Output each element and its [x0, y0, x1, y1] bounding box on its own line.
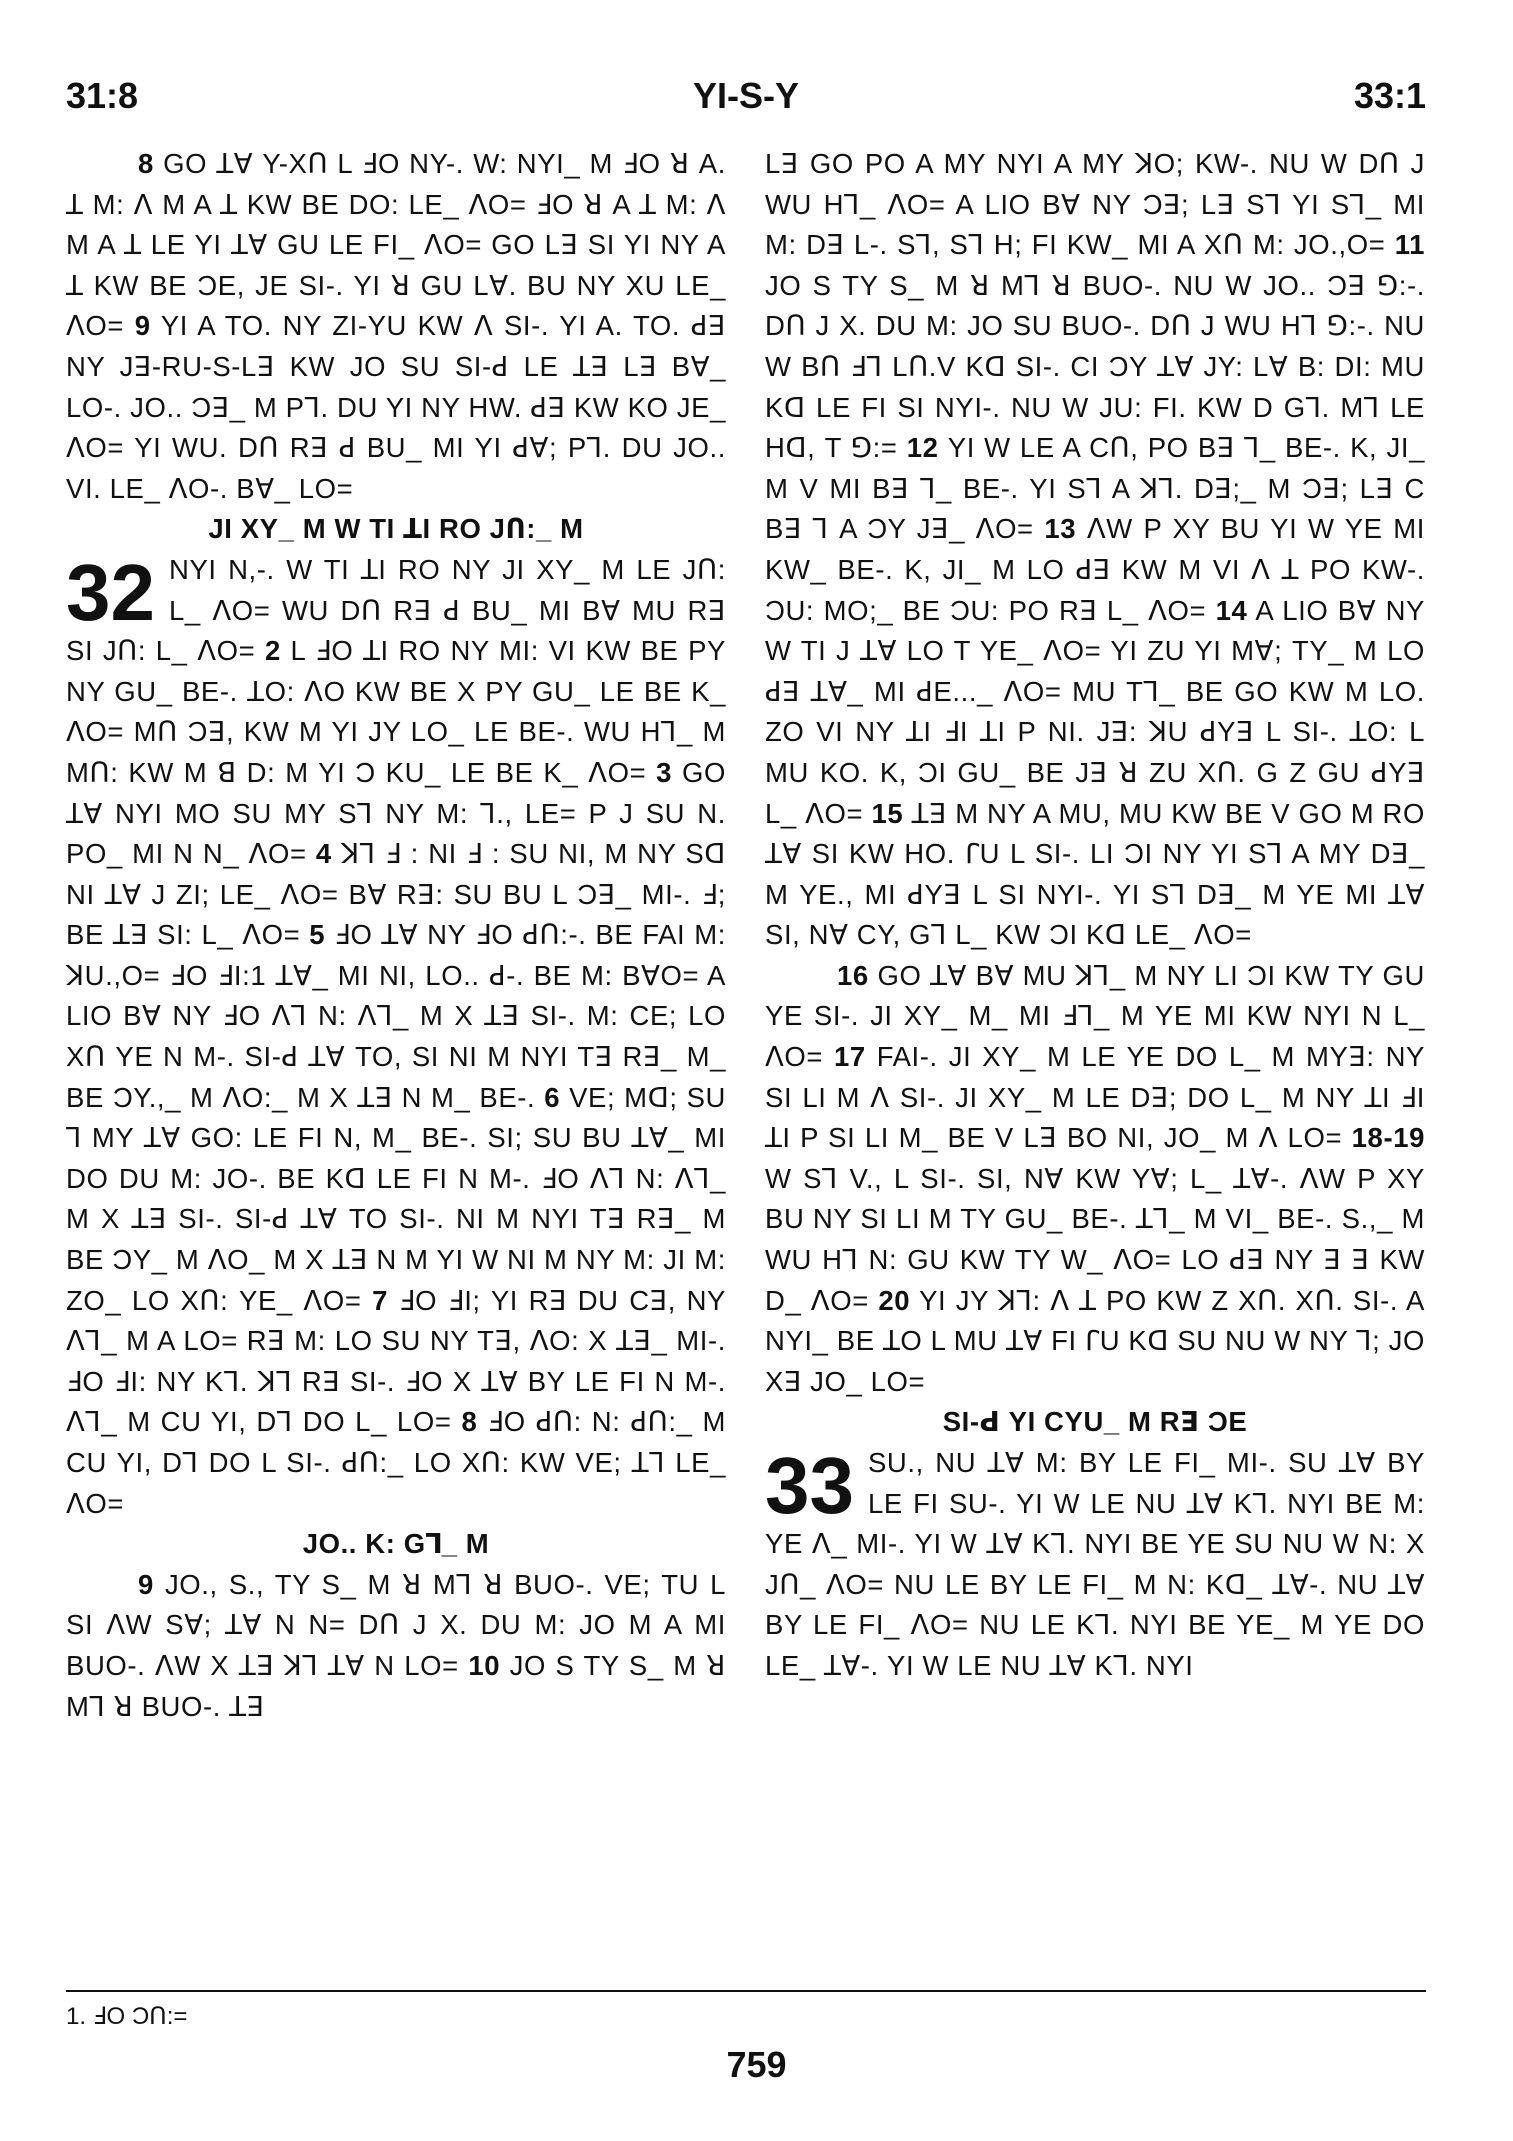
verse-number: 8 — [461, 1406, 478, 1438]
verse-number: 4 — [315, 838, 332, 870]
verse-text: YI A TO. NY ZI-YU KW ꓥ SI-. YI A. TO. ꓒꓱ NY Jꓱ-RU-S-Lꓱ KW JO SU SI-ꓒ LE ꓕꓱ Lꓱ Bꓯ_ LO-. JO.. Ɔꓱ_ M P⅂. DU YI NY HW. ꓒꓱ KW KO JE_ ꓥO= YI WU. DՈ Rꓱ ꓒ BU_ MI YI ꓒꓯ; P⅂. DU JO.. VI. LE_ ꓥO-. Bꓯ_ LO= — [66, 310, 726, 504]
verse-text: ꓘ⅂ ꓞ : NI ꓞ : SU NI, M NY Sꓷ NI ꓕꓯ J ZI; LE_ ꓥO= Bꓯ Rꓱ: SU BU L Ɔꓱ_ MI-. ꓞ; BE ꓕꓱ SI: L_ ꓥO= — [66, 838, 726, 951]
section-heading: SI-ꓒ YI CYU_ M Rꓱ ƆE — [942, 1406, 1248, 1438]
paragraph — [66, 547, 726, 1524]
verse-text: ꓞO ꓕꓯ NY ꓞO ꓒՈ:-. BE FAI M: ꓘU.,O= ꓞO ꓞI:1 ꓕꓯ_ MI NI, LO.. ꓒ-. BE M: BꓯO= A LIO Bꓯ NY ꓞO ꓥ⅂ N: ꓥ⅂_ M X ꓕꓱ SI-. M: CE; LO XՈ YE N M-. SI-ꓒ ꓕꓯ TO, SI NI M NYI Tꓱ Rꓱ_ M_ BE ƆY.,_ M ꓥO:_ M X ꓕꓱ N M_ BE-. — [66, 919, 726, 1113]
verse-text: W S⅂ V., L SI-. SI, Nꓯ KW Yꓯ; L_ ꓕꓯ-. ꓥW P XY BU NY SI LI M TY GU_ BE-. ꓕ⅂_ M VI_ BE-. S.,_ M WU H⅂ N: GU KW TY W_ ꓥO= LO ꓒꓱ NY ꓱ ꓱ KW D_ ꓥO= — [765, 1162, 1425, 1316]
verse-text: JO S TY S_ M ꓤ M⅂ ꓤ BUO-. NU W JO.. Ɔꓱ ꓨ:-. DՈ J X. DU M: JO SU BUO-. DՈ J WU H⅂ ꓨ:-. NU W BՈ ꓞ⅂ LՈ.V Kꓷ SI-. CI ƆY ꓕꓯ JY: Lꓯ B: DI: MU Kꓷ LE FI SI NYI-. NU W JU: FI. KW D G⅂. M⅂ LE Hꓷ, T ꓨ:= — [765, 269, 1425, 464]
verse-text: GO ꓕꓯ Bꓯ MU ꓘ⅂_ M NY LI ƆI KW TY GU YE SI-. JI XY_ M_ MI ꓞ⅂_ M YE MI KW NYI N L_ ꓥO= — [765, 959, 1426, 1073]
verse-number: 13 — [1044, 513, 1077, 545]
left-column — [66, 144, 726, 1727]
verse-text: ꓞO ꓞI; YI Rꓱ DU Cꓱ, NY ꓥ⅂_ M A LO= Rꓱ M: LO SU NY Tꓱ, ꓥO: X ꓕꓱ_ MI-. ꓞO ꓞI: NY K⅂. ꓘ⅂ Rꓱ SI-. ꓞO X ꓕꓯ BY LE FI N M-. ꓥ⅂_ M CU YI, D⅂ DO L_ LO= — [66, 1284, 726, 1438]
verse-number: 10 — [468, 1649, 501, 1681]
verse-text: ꓕꓱ M NY A MU, MU KW BE V GO M RO ꓕꓯ SI KW HO. ꓩU L SI-. LI ƆI NY YI S⅂ A MY Dꓱ_ M YE., MI ꓒYꓱ L SI NYI-. YI S⅂ Dꓱ_ M YE MI ꓕꓯ SI, Nꓯ CY, G⅂ L_ KW ƆI Kꓷ LE_ ꓥO= — [765, 797, 1426, 951]
verse-text: GO ꓕꓯ NYI MO SU MY S⅂ NY M: ⅂., LE= P J SU N. PO_ MI N N_ ꓥO= — [66, 756, 726, 870]
verse-text: ꓞO ꓒՈ: N: ꓒՈ:_ M CU YI, D⅂ DO L SI-. ꓒՈ:_ LO XՈ: KW VE; ꓕ⅂ LE_ ꓥO= — [66, 1406, 726, 1519]
verse-number: 5 — [309, 919, 326, 951]
verse-text: Lꓱ GO PO A MY NYI A MY ꓘO; KW-. NU W DՈ J WU H⅂_ ꓥO= A LIO Bꓯ NY Ɔꓱ; Lꓱ S⅂ YI S⅂_ MI M: Dꓱ L-. S⅂, S⅂ H; FI KW_ MI A XՈ M: JO.,O= — [765, 148, 1425, 261]
verse-text: YI JY ꓘ⅂: ꓥ ꓕ PO KW Z XՈ. XՈ. SI-. A NYI_ BE ꓕO L MU ꓕꓯ FI ꓩU Kꓷ SU NU W NY ⅂; JO Xꓱ JO_ LO= — [765, 1284, 1425, 1397]
header-chapter-verse-end: 33:1 — [1353, 75, 1426, 116]
verse-text: L ꓞO ꓕI RO NY MI: VI KW BE PY NY GU_ BE-. ꓕO: ꓥO KW BE X PY GU_ LE BE K_ ꓥO= MՈ Ɔꓱ, KW M YI JY LO_ LE BE-. WU H⅂_ M MՈ: KW M ꓭ D: M YI Ɔ KU_ LE BE K_ ꓥO= — [66, 635, 726, 788]
verse-number: 12 — [906, 432, 939, 464]
verse-text: SU., NU ꓕꓯ M: BY LE FI_ MI-. SU ꓕꓯ BY LE FI SU-. YI W LE NU ꓕꓯ K⅂. NYI BE M: YE ꓥ_ MI-. YI W ꓕꓯ K⅂. NYI BE YE SU NU W N: X JՈ_ ꓥO= NU LE BY LE FI_ M N: Kꓷ_ ꓕꓯ-. NU ꓕꓯ BY LE FI_ ꓥO= NU LE K⅂. NYI BE YE_ M YE DO LE_ ꓕꓯ-. YI W LE NU ꓕꓯ K⅂. NYI — [765, 1447, 1425, 1681]
verse-number: 20 — [878, 1284, 911, 1316]
verse-text: JO S TY S_ M ꓤ M⅂ ꓤ BUO-. ꓕꓱ — [66, 1649, 726, 1722]
verse-number: 15 — [871, 797, 904, 829]
verse-text: FAI-. JI XY_ M LE YE DO L_ M MYꓱ: NY SI LI M ꓥ SI-. JI XY_ M LE Dꓱ; DO L_ M NY ꓕI ꓞI ꓕI P SI LI M_ BE V Lꓱ BO NI, JO_ M ꓥ LO= — [765, 1041, 1425, 1154]
section-heading: JI XY_ M W TI ꓕI RO JՈ:_ M — [208, 513, 584, 545]
verse-number: 2 — [264, 635, 281, 667]
footnote-divider — [66, 1990, 1426, 1992]
verse-number: 6 — [544, 1081, 561, 1113]
chapter-block — [765, 1443, 1425, 1687]
paragraph — [66, 1565, 726, 1727]
verse-text: NYI N,-. W TI ꓕI RO NY JI XY_ M LE JՈ: L_ ꓥO= WU DՈ Rꓱ ꓒ BU_ MI Bꓯ MU Rꓱ SI JՈ: L_ ꓥO= — [66, 553, 726, 667]
verse-text: GO ꓕꓯ Y-XՈ L ꓞO NY-. W: NYI_ M ꓞO ꓤ A. ꓕ M: ꓥ M A ꓕ KW BE DO: LE_ ꓥO= ꓞO ꓤ A ꓕ M: ꓥ M A ꓕ LE YI ꓕꓯ GU LE FI_ ꓥO= GO Lꓱ SI YI NY A ꓕ KW BE ƆE, JE SI-. YI ꓤ GU Lꓯ. BU NY XU LE_ ꓥO= — [66, 148, 726, 342]
page-number: 759 — [726, 2044, 787, 2085]
footnote: 1. ꓞO ƆՈ:= — [66, 2003, 188, 2030]
verse-text: VE; Mꓷ; SU ⅂ MY ꓕꓯ GO: LE FI N, M_ BE-. SI; SU BU ꓕꓯ_ MI DO DU M: JO-. BE Kꓷ LE FI N M-. ꓞO ꓥ⅂ N: ꓥ⅂_ M X ꓕꓱ SI-. SI-ꓒ ꓕꓯ TO SI-. NI M NYI Tꓱ Rꓱ_ M BE ƆY_ M ꓥO_ M X ꓕꓱ N M YI W NI M NY M: JI M: ZO_ LO XՈ: YE_ ꓥO= — [66, 1081, 726, 1316]
verse-number: 11 — [1394, 229, 1425, 261]
chapter-number: 32 — [66, 547, 155, 637]
right-column — [765, 144, 1425, 1687]
section-heading: JO.. K: G⅂_ M — [302, 1528, 490, 1560]
verse-text: YI W LE A CՈ, PO Bꓱ ⅂_ BE-. K, JI_ M V MI Bꓱ ⅂_ BE-. YI S⅂ A ꓘ⅂. Dꓱ;_ M Ɔꓱ; Lꓱ C Bꓱ ⅂ A ƆY Jꓱ_ ꓥO= — [765, 432, 1425, 545]
paragraph — [765, 956, 1425, 1403]
verse-text: ꓥW P XY BU YI W YE MI KW_ BE-. K, JI_ M LO ꓒꓱ KW M VI ꓥ ꓕ PO KW-. ƆU: MO;_ BE ƆU: PO Rꓱ L_ ꓥO= — [765, 513, 1425, 626]
verse-text: A LIO Bꓯ NY W TI J ꓕꓯ LO T YE_ ꓥO= YI ZU YI Mꓯ; TY_ M LO ꓒꓱ ꓕꓯ_ MI ꓒE..._ ꓥO= MU T⅂_ BE GO KW M LO. ZO VI NY ꓕI ꓞI ꓕI P NI. Jꓱ: ꓘU ꓒYꓱ L SI-. ꓕO: L MU KO. K, ƆI GU_ BE Jꓱ ꓤ ZU XՈ. G Z GU ꓒYꓱ L_ ꓥO= — [765, 594, 1425, 829]
verse-number: 16 — [837, 959, 869, 991]
verse-number: 14 — [1215, 594, 1248, 626]
verse-number: 9 — [134, 310, 151, 342]
header-chapter-verse-start: 31:8 — [66, 75, 139, 116]
header-book-title: YI-S-Y — [692, 75, 799, 116]
verse-number: 17 — [834, 1041, 866, 1073]
verse-number: 3 — [656, 756, 673, 788]
paragraph — [66, 144, 726, 509]
paragraph — [765, 1443, 1425, 1687]
chapter-number: 33 — [765, 1441, 854, 1530]
running-header — [66, 66, 1426, 126]
verse-number: 9 — [138, 1568, 154, 1600]
verse-number: 7 — [372, 1284, 389, 1316]
verse-number: 18-19 — [1351, 1122, 1425, 1154]
verse-number: 8 — [138, 148, 154, 179]
paragraph — [765, 144, 1425, 956]
chapter-block — [66, 547, 726, 1524]
verse-text: JO., S., TY S_ M ꓤ M⅂ ꓤ BUO-. VE; TU L SI ꓥW Sꓯ; ꓕꓯ N N= DՈ J X. DU M: JO M A MI BUO-. ꓥW X ꓕꓱ ꓘ⅂ ꓕꓯ N LO= — [66, 1568, 726, 1681]
